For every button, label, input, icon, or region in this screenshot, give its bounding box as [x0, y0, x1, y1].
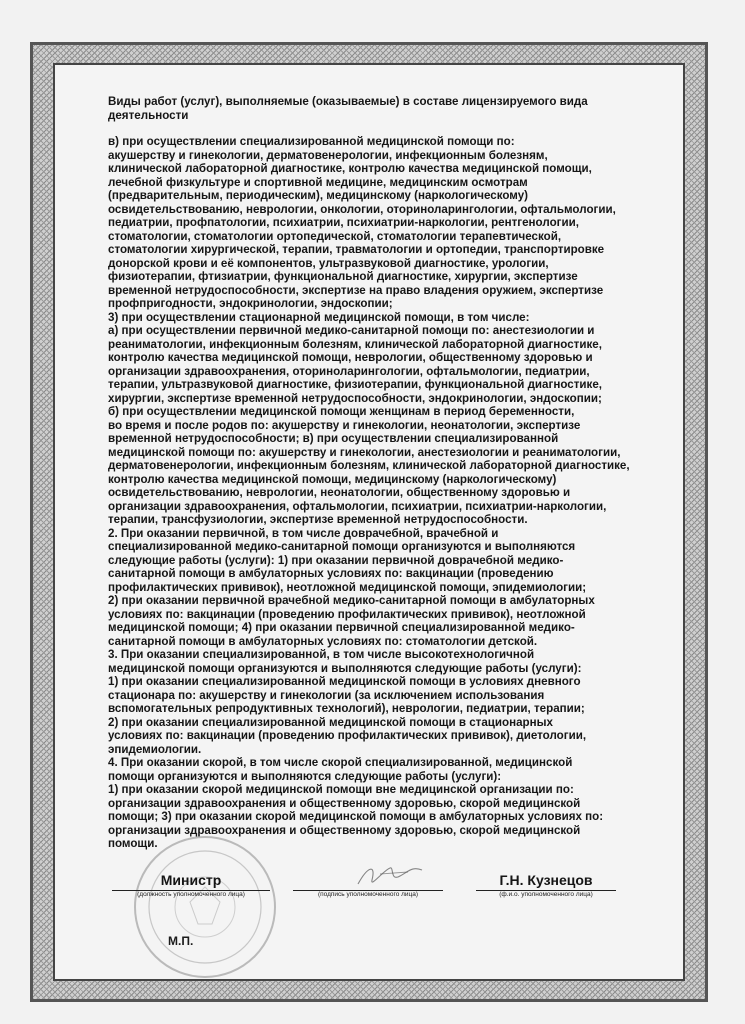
- body-line: организации здравоохранения, офтальмологии, психиатрии, психиатрии-наркологии,: [108, 499, 607, 513]
- body-line: профпригодности, эндокринологии, эндоскопии;: [108, 297, 393, 310]
- body-line: помощи организуются и выполняются следующие работы (услуги):: [108, 769, 502, 783]
- body-line: организации здравоохранения, оториноларингологии, офтальмологии, педиатрии,: [108, 364, 590, 378]
- body-line: терапии, трансфузиологии, экспертизе временной нетрудоспособности.: [108, 513, 528, 526]
- document-body: [108, 95, 656, 851]
- body-line: стационара по: акушерству и гинекологии (за исключением использования: [108, 688, 545, 702]
- body-line: вспомогательных репродуктивных технологий), неврологии, педиатрии, терапии;: [108, 702, 585, 715]
- signature-space: [293, 872, 443, 888]
- body-line: освидетельствованию, неврологии, неонатологии, общественному здоровью и: [108, 486, 571, 499]
- body-line: 3. При оказании специализированной, в том числе высокотехнологичной: [108, 648, 535, 661]
- body-line: специализированной медико-санитарной помощи организуются и выполняются: [108, 540, 576, 553]
- body-line: а) при осуществлении первичной медико-санитарной помощи по: анестезиологии и: [108, 324, 595, 337]
- body-line: лечебной физкультуре и спортивной медицине, медицинским осмотрам: [108, 175, 528, 189]
- body-line: организации здравоохранения и общественному здоровью, скорой медицинской: [108, 823, 581, 837]
- signature-block: [293, 872, 443, 899]
- body-line: педиатрии, профпатологии, психиатрии, психиатрии-наркологии, рентгенологии,: [108, 216, 579, 229]
- body-line: медицинской помощи по: акушерству и гинекологии, анестезиологии и реаниматологии,: [108, 445, 621, 459]
- body-line: 4. При оказании скорой, в том числе скорой специализированной, медицинской: [108, 756, 573, 769]
- body-line: физиотерапии, фтизиатрии, функциональной диагностике, хирургии, экспертизе: [108, 270, 578, 283]
- body-line: санитарной помощи в амбулаторных условиях по: стоматологии детской.: [108, 634, 538, 648]
- body-line: во время и после родов по: акушерству и гинекологии, неонатологии, экспертизе: [108, 418, 581, 432]
- body-line: в) при осуществлении специализированной медицинской помощи по:: [108, 135, 515, 148]
- body-line: стоматологии хирургической, терапии, травматологии и ортопедии, транспортировке: [108, 243, 605, 256]
- signature-caption: (подпись уполномоченного лица): [317, 891, 419, 898]
- body-line: хирургии, экспертизе временной нетрудоспособности, эндокринологии, эндоскопии;: [108, 391, 602, 405]
- document-heading: [108, 95, 656, 122]
- body-line: профилактических прививок), неотложной медицинской помощи, эпидемиологии;: [108, 580, 587, 594]
- body-line: медицинской помощи; 4) при оказании первичной специализированной медико-: [108, 621, 575, 634]
- body-line: 2. При оказании первичной, в том числе доврачебной, врачебной и: [108, 526, 499, 540]
- body-line: 2) при оказании специализированной медицинской помощи в стационарных: [108, 715, 553, 729]
- body-line: б) при осуществлении медицинской помощи женщинам в период беременности,: [108, 405, 575, 418]
- body-line: условиях по: вакцинации (проведению профилактических прививок), неотложной: [108, 607, 586, 621]
- body-line: 1) при оказании скорой медицинской помощи вне медицинской организации по:: [108, 783, 574, 796]
- body-line: терапии, ультразвуковой диагностике, физиотерапии, функциональной диагностике,: [108, 378, 602, 391]
- body-line: 1) при оказании специализированной медицинской помощи в условиях дневного: [108, 675, 581, 688]
- heading-line: Виды работ (услуг), выполняемые (оказываемые) в составе лицензируемого вида: [108, 95, 588, 108]
- body-line: условиях по: вакцинации (проведению профилактических прививок), диетологии,: [108, 729, 587, 742]
- body-line: (предварительным, периодическим), медицинскому (наркологическому): [108, 189, 529, 202]
- position-block: [112, 872, 270, 899]
- body-line: освидетельствованию, неврологии, онкологии, оториноларингологии, офтальмологии,: [108, 202, 616, 216]
- body-line: медицинской помощи организуются и выполняются следующие работы (услуги):: [108, 661, 582, 675]
- body-line: помощи; 3) при оказании скорой медицинской помощи в амбулаторных условиях по:: [108, 810, 604, 823]
- body-line: 2) при оказании первичной врачебной медико-санитарной помощи в амбулаторных: [108, 594, 595, 607]
- body-line: организации здравоохранения и общественному здоровью, скорой медицинской: [108, 796, 581, 810]
- body-line: клинической лабораторной диагностике, контролю качества медицинской помощи,: [108, 162, 592, 175]
- name-caption: (ф.и.о. уполномоченного лица): [499, 891, 593, 898]
- name-block: [476, 872, 616, 899]
- body-line: донорской крови и её компонентов, ультразвуковой диагностике, урологии,: [108, 256, 549, 270]
- body-line: стоматологии, стоматологии ортопедической, стоматологии терапевтической,: [108, 229, 562, 243]
- name-value: Г.Н. Кузнецов: [499, 872, 593, 888]
- body-line: контролю качества медицинской помощи, медицинскому (наркологическому): [108, 472, 557, 486]
- body-text: [108, 135, 656, 851]
- body-line: временной нетрудоспособности; в) при осуществлении специализированной: [108, 432, 559, 445]
- body-line: эпидемиологии.: [108, 742, 202, 756]
- body-line: следующие работы (услуги): 1) при оказании первичной доврачебной медико-: [108, 553, 564, 567]
- body-line: контролю качества медицинской помощи, неврологии, общественному здоровью и: [108, 351, 593, 364]
- body-line: временной нетрудоспособности, экспертизе на право владения оружием, экспертизе: [108, 283, 604, 297]
- heading-line: деятельности: [108, 108, 189, 122]
- signature-row: [0, 872, 745, 912]
- body-line: 3) при осуществлении стационарной медицинской помощи, в том числе:: [108, 310, 530, 324]
- body-line: помощи.: [108, 837, 158, 850]
- position-caption: (должность уполномоченного лица): [137, 891, 245, 898]
- body-line: реаниматологии, инфекционным болезням, клинической лабораторной диагностике,: [108, 337, 602, 351]
- stamp-label: М.П.: [168, 934, 194, 948]
- body-line: дерматовенерологии, инфекционным болезням, клинической лабораторной диагностике,: [108, 459, 630, 472]
- position-value: Министр: [160, 872, 222, 888]
- body-line: санитарной помощи в амбулаторных условиях по: вакцинации (проведению: [108, 567, 554, 580]
- body-line: акушерству и гинекологии, дерматовенерологии, инфекционным болезням,: [108, 148, 548, 162]
